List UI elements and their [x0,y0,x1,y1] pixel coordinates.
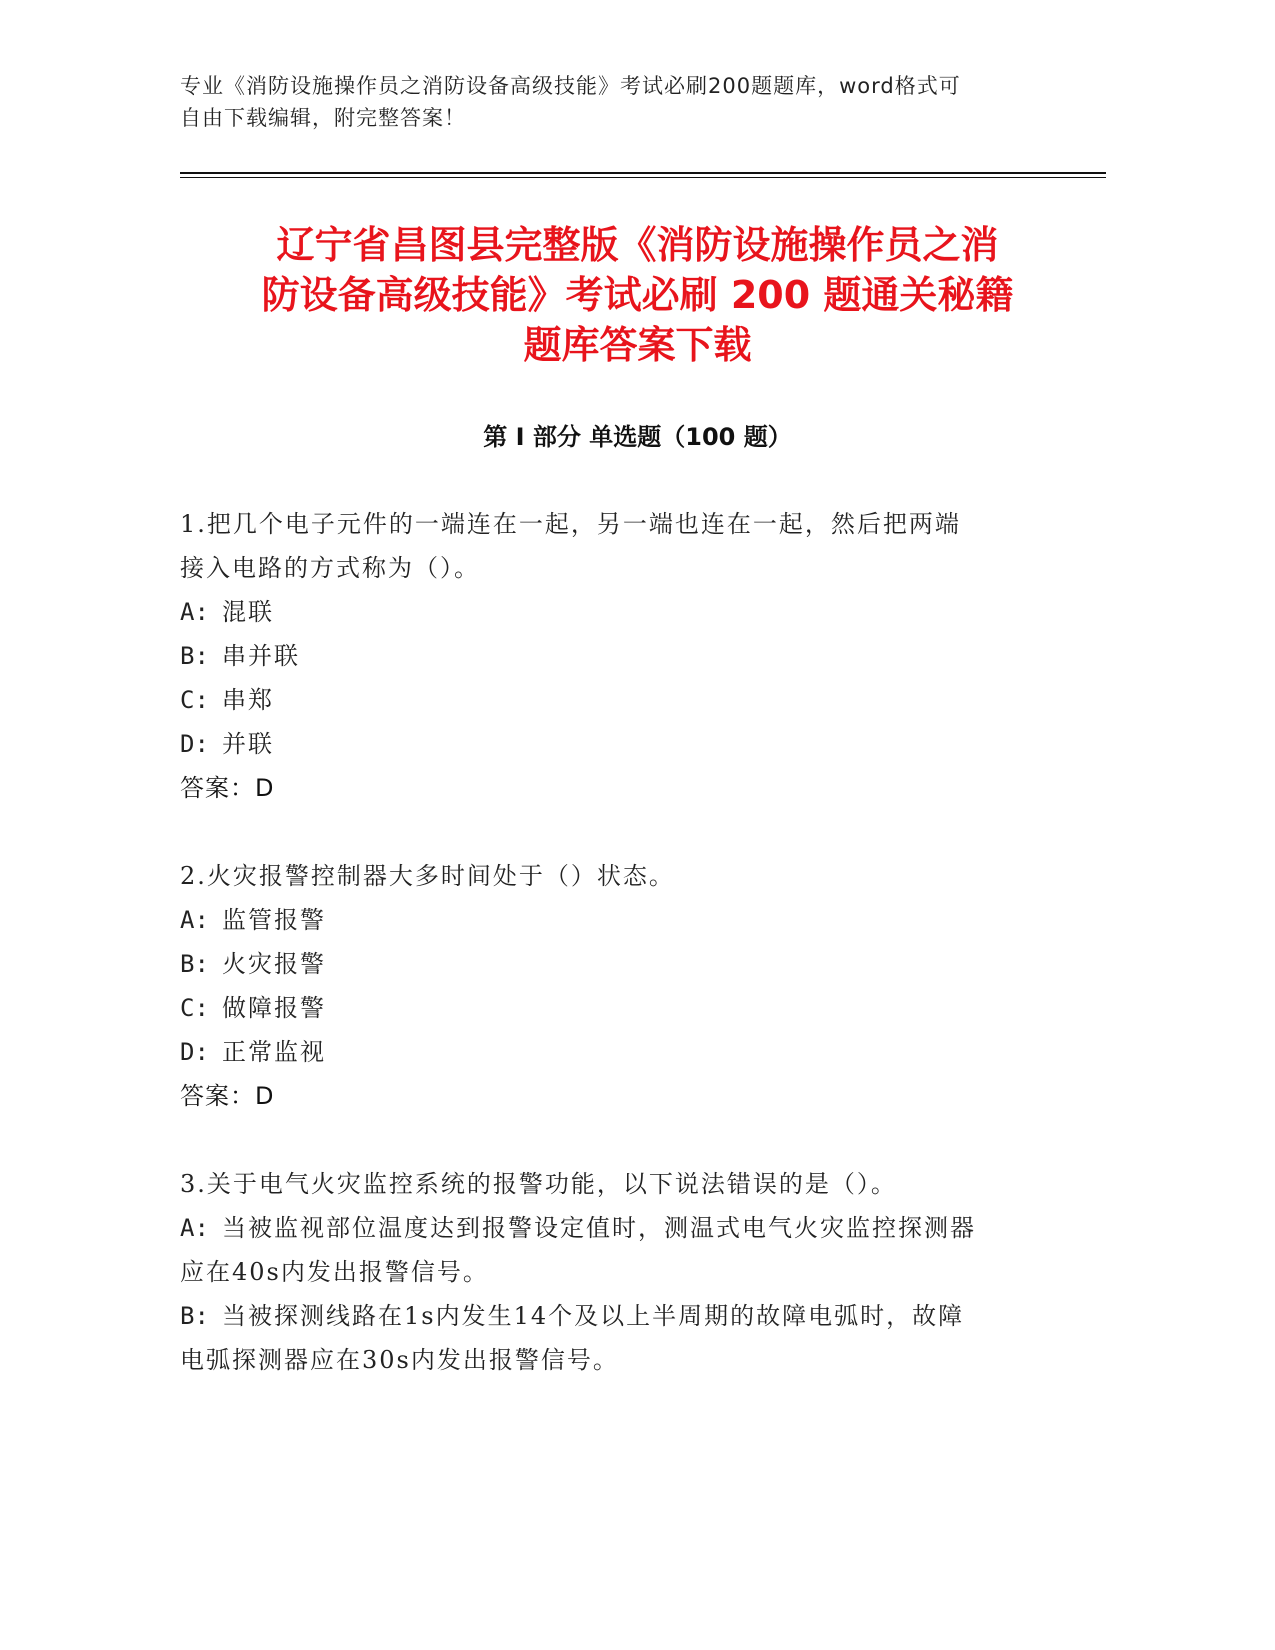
section-heading: 第 I 部分 单选题（100 题） [483,423,792,451]
option-letter: B: [180,950,209,978]
question-3-stem-line-1: 3.关于电气火灾监控系统的报警功能，以下说法错误的是（）。 [180,1170,897,1198]
option-text-line-1: 当被监视部位温度达到报警设定值时，测温式电气火灾监控探测器 [222,1214,976,1242]
question-1-option-d [180,722,1050,766]
question-3-option-a-continued: 应在40s内发出报警信号。 [180,1258,489,1286]
header-note [180,70,1080,134]
document-title-line-1: 辽宁省昌图县完整版《消防设施操作员之消 [276,223,999,267]
question-list [180,502,1050,1426]
question-2 [180,854,1050,1118]
question-2-option-c [180,986,1050,1030]
option-text: 串并联 [222,642,300,670]
question-2-option-a [180,898,1050,942]
question-1-option-b [180,634,1050,678]
question-1-option-c [180,678,1050,722]
option-letter: C: [180,686,209,714]
question-1 [180,502,1050,810]
question-1-stem-line-1: 1.把几个电子元件的一端连在一起，另一端也连在一起，然后把两端 [180,510,961,538]
question-2-option-b [180,942,1050,986]
header-note-line-2: 自由下载编辑，附完整答案！ [180,106,466,130]
option-letter: A: [180,598,209,626]
option-letter: A: [180,1214,209,1242]
question-3-option-b [180,1294,1050,1338]
option-text: 正常监视 [222,1038,326,1066]
question-1-answer: 答案：D [180,774,275,802]
header-note-line-1: 专业《消防设施操作员之消防设备高级技能》考试必刷200题题库，word格式可 [180,74,961,98]
question-2-stem-line-1: 2.火灾报警控制器大多时间处于（）状态。 [180,862,675,890]
option-letter: B: [180,1302,209,1330]
option-text: 监管报警 [222,906,326,934]
question-3 [180,1162,1050,1382]
option-text: 做障报警 [222,994,326,1022]
option-text: 混联 [222,598,274,626]
option-letter: A: [180,906,209,934]
option-text-line-1: 当被探测线路在1s内发生14个及以上半周期的故障电弧时，故障 [222,1302,965,1330]
document-title-line-2: 防设备高级技能》考试必刷 200 题通关秘籍 [261,273,1014,317]
question-1-stem-line-2: 接入电路的方式称为（）。 [180,554,480,582]
question-1-option-a [180,590,1050,634]
option-text: 火灾报警 [222,950,326,978]
question-2-option-d [180,1030,1050,1074]
option-letter: C: [180,994,209,1022]
document-title [150,220,1125,370]
question-3-option-a [180,1206,1050,1250]
header-divider-thick [180,172,1106,174]
header-divider-thin [180,177,1106,178]
document-title-line-3: 题库答案下载 [523,323,752,367]
option-letter: B: [180,642,209,670]
option-letter: D: [180,730,209,758]
question-3-option-b-continued: 电弧探测器应在30s内发出报警信号。 [180,1346,619,1374]
option-letter: D: [180,1038,209,1066]
question-2-answer: 答案：D [180,1082,275,1110]
option-text: 串郑 [222,686,274,714]
option-text: 并联 [222,730,274,758]
